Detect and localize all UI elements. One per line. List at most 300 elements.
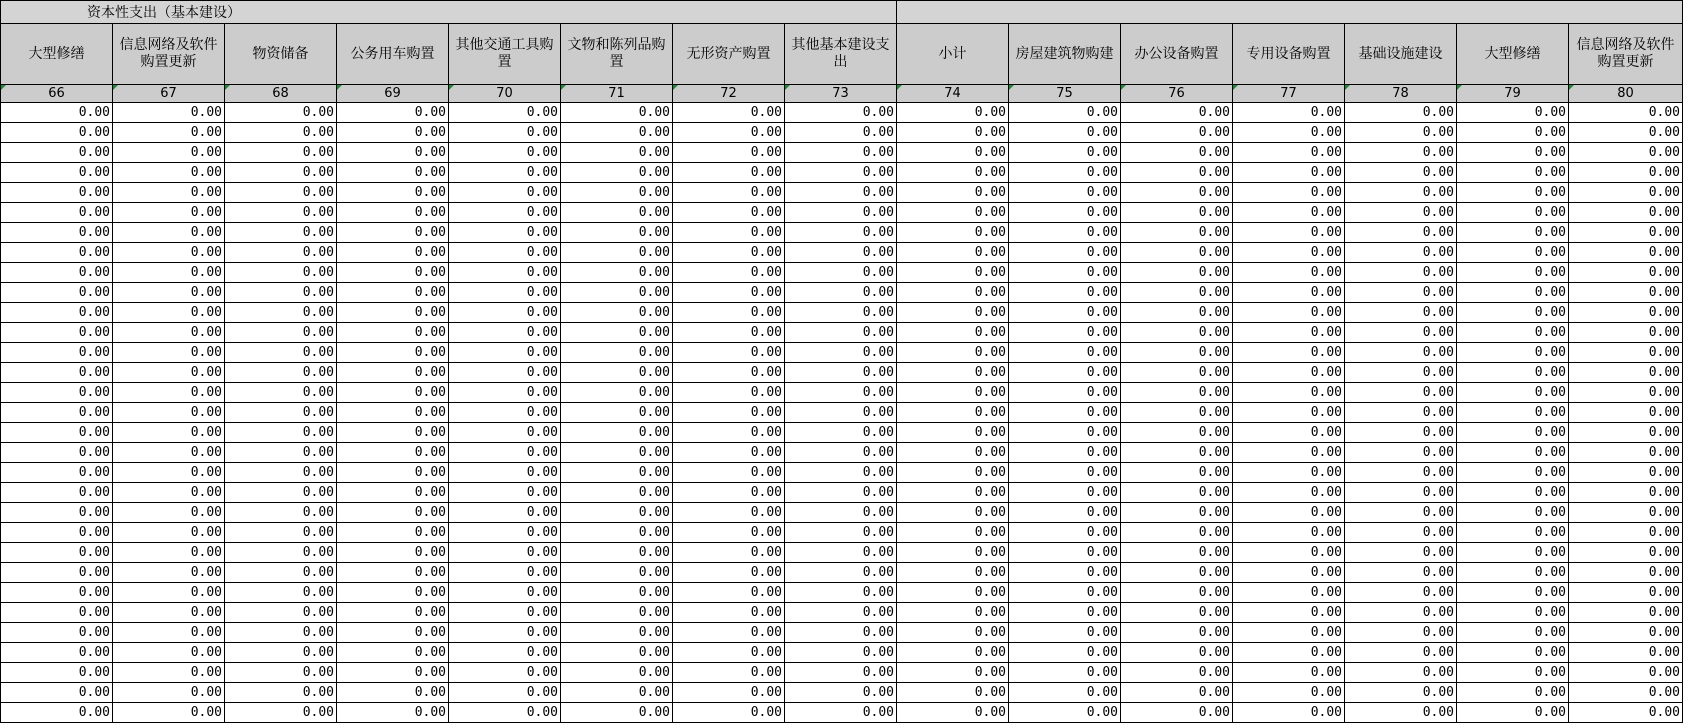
data-cell[interactable]: 0.00 <box>1569 123 1683 143</box>
data-cell[interactable]: 0.00 <box>449 423 561 443</box>
data-cell[interactable]: 0.00 <box>449 263 561 283</box>
data-cell[interactable]: 0.00 <box>1457 703 1569 723</box>
data-cell[interactable]: 0.00 <box>1233 283 1345 303</box>
data-cell[interactable]: 0.00 <box>1569 443 1683 463</box>
data-cell[interactable]: 0.00 <box>449 383 561 403</box>
data-cell[interactable]: 0.00 <box>673 663 785 683</box>
data-cell[interactable]: 0.00 <box>449 343 561 363</box>
data-cell[interactable]: 0.00 <box>1121 683 1233 703</box>
data-cell[interactable]: 0.00 <box>1233 243 1345 263</box>
data-cell[interactable]: 0.00 <box>561 243 673 263</box>
data-cell[interactable]: 0.00 <box>113 323 225 343</box>
data-cell[interactable]: 0.00 <box>1 463 113 483</box>
data-cell[interactable]: 0.00 <box>1121 323 1233 343</box>
data-cell[interactable]: 0.00 <box>897 303 1009 323</box>
data-cell[interactable]: 0.00 <box>1569 603 1683 623</box>
data-cell[interactable]: 0.00 <box>449 163 561 183</box>
data-cell[interactable]: 0.00 <box>561 323 673 343</box>
data-cell[interactable]: 0.00 <box>1345 143 1457 163</box>
data-cell[interactable]: 0.00 <box>1121 523 1233 543</box>
data-cell[interactable]: 0.00 <box>1121 163 1233 183</box>
data-cell[interactable]: 0.00 <box>673 103 785 123</box>
data-cell[interactable]: 0.00 <box>1569 283 1683 303</box>
data-cell[interactable]: 0.00 <box>1457 263 1569 283</box>
data-cell[interactable]: 0.00 <box>1233 203 1345 223</box>
data-cell[interactable]: 0.00 <box>897 643 1009 663</box>
data-cell[interactable]: 0.00 <box>1 443 113 463</box>
data-cell[interactable]: 0.00 <box>785 503 897 523</box>
data-cell[interactable]: 0.00 <box>1 123 113 143</box>
data-cell[interactable]: 0.00 <box>1457 243 1569 263</box>
data-cell[interactable]: 0.00 <box>225 523 337 543</box>
data-cell[interactable]: 0.00 <box>673 203 785 223</box>
data-cell[interactable]: 0.00 <box>1121 223 1233 243</box>
data-cell[interactable]: 0.00 <box>1569 203 1683 223</box>
data-cell[interactable]: 0.00 <box>785 303 897 323</box>
column-number-cell[interactable]: 71 <box>561 85 673 103</box>
data-cell[interactable]: 0.00 <box>1009 183 1121 203</box>
data-cell[interactable]: 0.00 <box>897 503 1009 523</box>
data-cell[interactable]: 0.00 <box>113 443 225 463</box>
data-cell[interactable]: 0.00 <box>1121 203 1233 223</box>
data-cell[interactable]: 0.00 <box>1233 443 1345 463</box>
data-cell[interactable]: 0.00 <box>897 103 1009 123</box>
data-cell[interactable]: 0.00 <box>449 223 561 243</box>
data-cell[interactable]: 0.00 <box>1009 423 1121 443</box>
data-cell[interactable]: 0.00 <box>673 123 785 143</box>
data-cell[interactable]: 0.00 <box>1121 583 1233 603</box>
data-cell[interactable]: 0.00 <box>449 203 561 223</box>
data-cell[interactable]: 0.00 <box>1233 663 1345 683</box>
data-cell[interactable]: 0.00 <box>1233 543 1345 563</box>
data-cell[interactable]: 0.00 <box>1 603 113 623</box>
column-header-cell[interactable]: 信息网络及软件购置更新 <box>113 24 225 85</box>
data-cell[interactable]: 0.00 <box>673 223 785 243</box>
data-cell[interactable]: 0.00 <box>673 703 785 723</box>
data-cell[interactable]: 0.00 <box>1457 443 1569 463</box>
data-cell[interactable]: 0.00 <box>1569 463 1683 483</box>
data-cell[interactable]: 0.00 <box>1569 303 1683 323</box>
data-cell[interactable]: 0.00 <box>225 563 337 583</box>
column-number-cell[interactable]: 66 <box>1 85 113 103</box>
column-header-cell[interactable]: 大型修缮 <box>1457 24 1569 85</box>
data-cell[interactable]: 0.00 <box>1233 643 1345 663</box>
data-cell[interactable]: 0.00 <box>1121 483 1233 503</box>
data-cell[interactable]: 0.00 <box>1121 303 1233 323</box>
data-cell[interactable]: 0.00 <box>785 323 897 343</box>
data-cell[interactable]: 0.00 <box>225 263 337 283</box>
column-number-cell[interactable]: 76 <box>1121 85 1233 103</box>
data-cell[interactable]: 0.00 <box>113 463 225 483</box>
data-cell[interactable]: 0.00 <box>1233 323 1345 343</box>
data-cell[interactable]: 0.00 <box>1233 383 1345 403</box>
data-cell[interactable]: 0.00 <box>1009 163 1121 183</box>
data-cell[interactable]: 0.00 <box>337 103 449 123</box>
column-header-cell[interactable]: 其他交通工具购置 <box>449 24 561 85</box>
data-cell[interactable]: 0.00 <box>561 463 673 483</box>
data-cell[interactable]: 0.00 <box>1233 223 1345 243</box>
data-cell[interactable]: 0.00 <box>785 543 897 563</box>
data-cell[interactable]: 0.00 <box>1121 663 1233 683</box>
data-cell[interactable]: 0.00 <box>1569 103 1683 123</box>
data-cell[interactable]: 0.00 <box>1 243 113 263</box>
data-cell[interactable]: 0.00 <box>897 563 1009 583</box>
data-cell[interactable]: 0.00 <box>1233 463 1345 483</box>
data-cell[interactable]: 0.00 <box>561 703 673 723</box>
data-cell[interactable]: 0.00 <box>1009 663 1121 683</box>
data-cell[interactable]: 0.00 <box>113 123 225 143</box>
data-cell[interactable]: 0.00 <box>1457 583 1569 603</box>
data-cell[interactable]: 0.00 <box>1009 563 1121 583</box>
data-cell[interactable]: 0.00 <box>897 123 1009 143</box>
data-cell[interactable]: 0.00 <box>1345 703 1457 723</box>
data-cell[interactable]: 0.00 <box>449 103 561 123</box>
data-cell[interactable]: 0.00 <box>225 603 337 623</box>
column-header-cell[interactable]: 文物和陈列品购置 <box>561 24 673 85</box>
data-cell[interactable]: 0.00 <box>337 363 449 383</box>
data-cell[interactable]: 0.00 <box>225 343 337 363</box>
data-cell[interactable]: 0.00 <box>113 523 225 543</box>
data-cell[interactable]: 0.00 <box>785 663 897 683</box>
data-cell[interactable]: 0.00 <box>1233 483 1345 503</box>
data-cell[interactable]: 0.00 <box>113 623 225 643</box>
column-header-cell[interactable]: 大型修缮 <box>1 24 113 85</box>
data-cell[interactable]: 0.00 <box>337 663 449 683</box>
data-cell[interactable]: 0.00 <box>449 503 561 523</box>
data-cell[interactable]: 0.00 <box>1009 583 1121 603</box>
data-cell[interactable]: 0.00 <box>897 583 1009 603</box>
data-cell[interactable]: 0.00 <box>673 463 785 483</box>
column-header-cell[interactable]: 专用设备购置 <box>1233 24 1345 85</box>
data-cell[interactable]: 0.00 <box>337 303 449 323</box>
data-cell[interactable]: 0.00 <box>1 143 113 163</box>
data-cell[interactable]: 0.00 <box>561 683 673 703</box>
data-cell[interactable]: 0.00 <box>337 423 449 443</box>
data-cell[interactable]: 0.00 <box>897 223 1009 243</box>
group-header-capital-expenditure[interactable]: 资本性支出（基本建设） <box>1 1 897 24</box>
data-cell[interactable]: 0.00 <box>1457 283 1569 303</box>
data-cell[interactable]: 0.00 <box>561 363 673 383</box>
data-cell[interactable]: 0.00 <box>897 323 1009 343</box>
data-cell[interactable]: 0.00 <box>561 523 673 543</box>
data-cell[interactable]: 0.00 <box>1233 423 1345 443</box>
data-cell[interactable]: 0.00 <box>673 283 785 303</box>
data-cell[interactable]: 0.00 <box>1121 123 1233 143</box>
data-cell[interactable]: 0.00 <box>449 183 561 203</box>
data-cell[interactable]: 0.00 <box>1345 323 1457 343</box>
data-cell[interactable]: 0.00 <box>1 323 113 343</box>
data-cell[interactable]: 0.00 <box>785 423 897 443</box>
data-cell[interactable]: 0.00 <box>897 683 1009 703</box>
data-cell[interactable]: 0.00 <box>337 323 449 343</box>
data-cell[interactable]: 0.00 <box>1457 143 1569 163</box>
data-cell[interactable]: 0.00 <box>1345 403 1457 423</box>
data-cell[interactable]: 0.00 <box>449 543 561 563</box>
data-cell[interactable]: 0.00 <box>1233 343 1345 363</box>
data-cell[interactable]: 0.00 <box>1457 503 1569 523</box>
data-cell[interactable]: 0.00 <box>897 663 1009 683</box>
data-cell[interactable]: 0.00 <box>449 303 561 323</box>
data-cell[interactable]: 0.00 <box>561 203 673 223</box>
data-cell[interactable]: 0.00 <box>1569 403 1683 423</box>
data-cell[interactable]: 0.00 <box>1345 343 1457 363</box>
data-cell[interactable]: 0.00 <box>113 563 225 583</box>
data-cell[interactable]: 0.00 <box>673 583 785 603</box>
data-cell[interactable]: 0.00 <box>225 643 337 663</box>
data-cell[interactable]: 0.00 <box>225 103 337 123</box>
data-cell[interactable]: 0.00 <box>1121 263 1233 283</box>
data-cell[interactable]: 0.00 <box>897 263 1009 283</box>
data-cell[interactable]: 0.00 <box>1233 303 1345 323</box>
data-cell[interactable]: 0.00 <box>673 623 785 643</box>
data-cell[interactable]: 0.00 <box>337 683 449 703</box>
data-cell[interactable]: 0.00 <box>1569 343 1683 363</box>
data-cell[interactable]: 0.00 <box>1569 703 1683 723</box>
data-cell[interactable]: 0.00 <box>1457 163 1569 183</box>
data-cell[interactable]: 0.00 <box>1457 303 1569 323</box>
data-cell[interactable]: 0.00 <box>1233 603 1345 623</box>
data-cell[interactable]: 0.00 <box>785 403 897 423</box>
data-cell[interactable]: 0.00 <box>673 443 785 463</box>
data-cell[interactable]: 0.00 <box>337 243 449 263</box>
data-cell[interactable]: 0.00 <box>1 403 113 423</box>
data-cell[interactable]: 0.00 <box>1457 123 1569 143</box>
data-cell[interactable]: 0.00 <box>1345 523 1457 543</box>
data-cell[interactable]: 0.00 <box>113 643 225 663</box>
data-cell[interactable]: 0.00 <box>1233 183 1345 203</box>
data-cell[interactable]: 0.00 <box>1 183 113 203</box>
data-cell[interactable]: 0.00 <box>225 623 337 643</box>
data-cell[interactable]: 0.00 <box>673 383 785 403</box>
data-cell[interactable]: 0.00 <box>337 543 449 563</box>
data-cell[interactable]: 0.00 <box>673 643 785 663</box>
data-cell[interactable]: 0.00 <box>1345 503 1457 523</box>
data-cell[interactable]: 0.00 <box>1 343 113 363</box>
data-cell[interactable]: 0.00 <box>785 643 897 663</box>
data-cell[interactable]: 0.00 <box>225 363 337 383</box>
data-cell[interactable]: 0.00 <box>1121 603 1233 623</box>
data-cell[interactable]: 0.00 <box>1 483 113 503</box>
data-cell[interactable]: 0.00 <box>1569 323 1683 343</box>
data-cell[interactable]: 0.00 <box>449 463 561 483</box>
data-cell[interactable]: 0.00 <box>113 143 225 163</box>
data-cell[interactable]: 0.00 <box>1 103 113 123</box>
data-cell[interactable]: 0.00 <box>1009 103 1121 123</box>
data-cell[interactable]: 0.00 <box>113 483 225 503</box>
data-cell[interactable]: 0.00 <box>1009 683 1121 703</box>
data-cell[interactable]: 0.00 <box>1 383 113 403</box>
data-cell[interactable]: 0.00 <box>785 283 897 303</box>
data-cell[interactable]: 0.00 <box>785 523 897 543</box>
data-cell[interactable]: 0.00 <box>113 663 225 683</box>
data-cell[interactable]: 0.00 <box>1233 683 1345 703</box>
data-cell[interactable]: 0.00 <box>337 283 449 303</box>
data-cell[interactable]: 0.00 <box>673 603 785 623</box>
data-cell[interactable]: 0.00 <box>785 263 897 283</box>
data-cell[interactable]: 0.00 <box>449 523 561 543</box>
data-cell[interactable]: 0.00 <box>1457 663 1569 683</box>
data-cell[interactable]: 0.00 <box>1569 183 1683 203</box>
data-cell[interactable]: 0.00 <box>1 583 113 603</box>
data-cell[interactable]: 0.00 <box>561 603 673 623</box>
data-cell[interactable]: 0.00 <box>673 563 785 583</box>
data-cell[interactable]: 0.00 <box>225 223 337 243</box>
data-cell[interactable]: 0.00 <box>1009 703 1121 723</box>
data-cell[interactable]: 0.00 <box>113 283 225 303</box>
data-cell[interactable]: 0.00 <box>785 183 897 203</box>
data-cell[interactable]: 0.00 <box>1569 483 1683 503</box>
data-cell[interactable]: 0.00 <box>1 303 113 323</box>
data-cell[interactable]: 0.00 <box>1345 643 1457 663</box>
data-cell[interactable]: 0.00 <box>1457 343 1569 363</box>
data-cell[interactable]: 0.00 <box>1345 483 1457 503</box>
data-cell[interactable]: 0.00 <box>561 163 673 183</box>
data-cell[interactable]: 0.00 <box>673 323 785 343</box>
data-cell[interactable]: 0.00 <box>1569 243 1683 263</box>
data-cell[interactable]: 0.00 <box>673 243 785 263</box>
data-cell[interactable]: 0.00 <box>673 523 785 543</box>
data-cell[interactable]: 0.00 <box>785 163 897 183</box>
data-cell[interactable]: 0.00 <box>337 483 449 503</box>
data-cell[interactable]: 0.00 <box>337 703 449 723</box>
data-cell[interactable]: 0.00 <box>1233 623 1345 643</box>
data-cell[interactable]: 0.00 <box>113 503 225 523</box>
data-cell[interactable]: 0.00 <box>1345 223 1457 243</box>
data-cell[interactable]: 0.00 <box>785 683 897 703</box>
data-cell[interactable]: 0.00 <box>897 523 1009 543</box>
data-cell[interactable]: 0.00 <box>1121 143 1233 163</box>
data-cell[interactable]: 0.00 <box>449 143 561 163</box>
data-cell[interactable]: 0.00 <box>337 443 449 463</box>
data-cell[interactable]: 0.00 <box>1 543 113 563</box>
data-cell[interactable]: 0.00 <box>1 563 113 583</box>
data-cell[interactable]: 0.00 <box>673 163 785 183</box>
data-cell[interactable]: 0.00 <box>449 483 561 503</box>
data-cell[interactable]: 0.00 <box>449 663 561 683</box>
data-cell[interactable]: 0.00 <box>1233 363 1345 383</box>
data-cell[interactable]: 0.00 <box>225 163 337 183</box>
data-cell[interactable]: 0.00 <box>1345 443 1457 463</box>
data-cell[interactable]: 0.00 <box>1009 463 1121 483</box>
data-cell[interactable]: 0.00 <box>1 703 113 723</box>
data-cell[interactable]: 0.00 <box>785 243 897 263</box>
data-cell[interactable]: 0.00 <box>897 623 1009 643</box>
data-cell[interactable]: 0.00 <box>1457 323 1569 343</box>
column-header-cell[interactable]: 小计 <box>897 24 1009 85</box>
data-cell[interactable]: 0.00 <box>897 343 1009 363</box>
data-cell[interactable]: 0.00 <box>897 423 1009 443</box>
data-cell[interactable]: 0.00 <box>785 483 897 503</box>
data-cell[interactable]: 0.00 <box>225 243 337 263</box>
data-cell[interactable]: 0.00 <box>113 223 225 243</box>
data-cell[interactable]: 0.00 <box>1345 603 1457 623</box>
data-cell[interactable]: 0.00 <box>561 503 673 523</box>
data-cell[interactable]: 0.00 <box>1121 283 1233 303</box>
data-cell[interactable]: 0.00 <box>1009 503 1121 523</box>
data-cell[interactable]: 0.00 <box>673 483 785 503</box>
data-cell[interactable]: 0.00 <box>1009 523 1121 543</box>
data-cell[interactable]: 0.00 <box>1569 423 1683 443</box>
data-cell[interactable]: 0.00 <box>113 543 225 563</box>
data-cell[interactable]: 0.00 <box>449 243 561 263</box>
data-cell[interactable]: 0.00 <box>113 243 225 263</box>
data-cell[interactable]: 0.00 <box>337 183 449 203</box>
data-cell[interactable]: 0.00 <box>1121 543 1233 563</box>
data-cell[interactable]: 0.00 <box>113 363 225 383</box>
data-cell[interactable]: 0.00 <box>225 383 337 403</box>
data-cell[interactable]: 0.00 <box>1457 223 1569 243</box>
data-cell[interactable]: 0.00 <box>1457 183 1569 203</box>
data-cell[interactable]: 0.00 <box>113 303 225 323</box>
data-cell[interactable]: 0.00 <box>1457 563 1569 583</box>
data-cell[interactable]: 0.00 <box>785 563 897 583</box>
data-cell[interactable]: 0.00 <box>337 383 449 403</box>
data-cell[interactable]: 0.00 <box>113 163 225 183</box>
data-cell[interactable]: 0.00 <box>337 503 449 523</box>
data-cell[interactable]: 0.00 <box>1457 523 1569 543</box>
data-cell[interactable]: 0.00 <box>897 603 1009 623</box>
data-cell[interactable]: 0.00 <box>1 643 113 663</box>
data-cell[interactable]: 0.00 <box>1233 403 1345 423</box>
data-cell[interactable]: 0.00 <box>337 263 449 283</box>
data-cell[interactable]: 0.00 <box>1569 263 1683 283</box>
data-cell[interactable]: 0.00 <box>225 303 337 323</box>
data-cell[interactable]: 0.00 <box>225 183 337 203</box>
data-cell[interactable]: 0.00 <box>225 503 337 523</box>
data-cell[interactable]: 0.00 <box>337 163 449 183</box>
data-cell[interactable]: 0.00 <box>561 103 673 123</box>
data-cell[interactable]: 0.00 <box>337 623 449 643</box>
data-cell[interactable]: 0.00 <box>113 403 225 423</box>
data-cell[interactable]: 0.00 <box>337 343 449 363</box>
data-cell[interactable]: 0.00 <box>673 683 785 703</box>
data-cell[interactable]: 0.00 <box>1457 423 1569 443</box>
data-cell[interactable]: 0.00 <box>113 383 225 403</box>
data-cell[interactable]: 0.00 <box>1 203 113 223</box>
data-cell[interactable]: 0.00 <box>1121 503 1233 523</box>
data-cell[interactable]: 0.00 <box>1009 483 1121 503</box>
data-cell[interactable]: 0.00 <box>1569 583 1683 603</box>
data-cell[interactable]: 0.00 <box>1345 163 1457 183</box>
data-cell[interactable]: 0.00 <box>225 323 337 343</box>
data-cell[interactable]: 0.00 <box>449 283 561 303</box>
data-cell[interactable]: 0.00 <box>1457 683 1569 703</box>
data-cell[interactable]: 0.00 <box>1345 463 1457 483</box>
data-cell[interactable]: 0.00 <box>1345 303 1457 323</box>
data-cell[interactable]: 0.00 <box>561 583 673 603</box>
data-cell[interactable]: 0.00 <box>337 603 449 623</box>
column-number-cell[interactable]: 79 <box>1457 85 1569 103</box>
data-cell[interactable]: 0.00 <box>449 683 561 703</box>
column-header-cell[interactable]: 信息网络及软件购置更新 <box>1569 24 1683 85</box>
data-cell[interactable]: 0.00 <box>561 263 673 283</box>
data-cell[interactable]: 0.00 <box>337 223 449 243</box>
data-cell[interactable]: 0.00 <box>113 203 225 223</box>
data-cell[interactable]: 0.00 <box>1 683 113 703</box>
data-cell[interactable]: 0.00 <box>897 283 1009 303</box>
data-cell[interactable]: 0.00 <box>673 403 785 423</box>
data-cell[interactable]: 0.00 <box>1009 443 1121 463</box>
data-cell[interactable]: 0.00 <box>1457 363 1569 383</box>
data-cell[interactable]: 0.00 <box>673 303 785 323</box>
data-cell[interactable]: 0.00 <box>1 363 113 383</box>
data-cell[interactable]: 0.00 <box>113 423 225 443</box>
data-cell[interactable]: 0.00 <box>1121 423 1233 443</box>
data-cell[interactable]: 0.00 <box>225 423 337 443</box>
data-cell[interactable]: 0.00 <box>1 503 113 523</box>
data-cell[interactable]: 0.00 <box>785 143 897 163</box>
data-cell[interactable]: 0.00 <box>1345 543 1457 563</box>
